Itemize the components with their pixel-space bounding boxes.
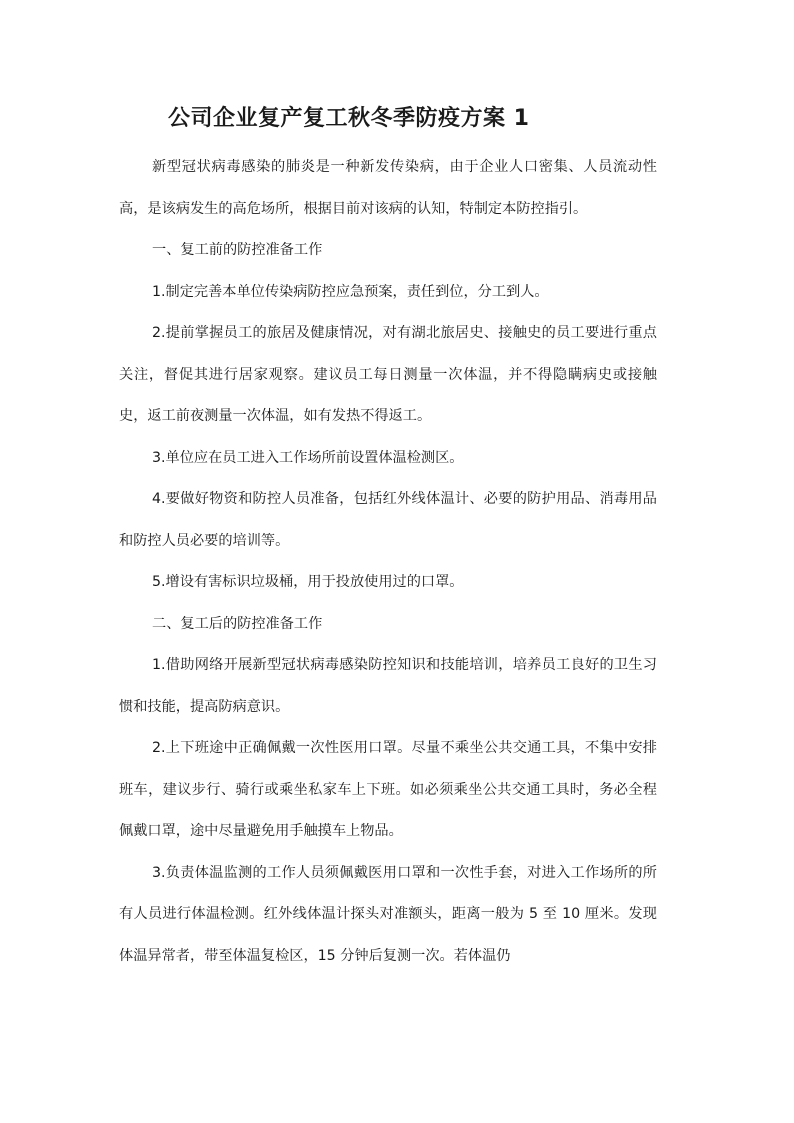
paragraph-item: 3.单位应在员工进入工作场所前设置体温检测区。 [152,449,464,466]
document-title: 公司企业复产复工秋冬季防疫方案 1 [168,106,530,131]
paragraph-item: 4.要做好物资和防控人员准备，包括红外线体温计、必要的防护用品、消毒用品和防控人员必要的培训等。 [119,491,657,549]
paragraph-item: 5.增设有害标识垃圾桶，用于投放使用过的口罩。 [152,574,464,590]
paragraph-item: 2.上下班途中正确佩戴一次性医用口罩。尽量不乘坐公共交通工具，不集中安排班车，建议步行、骑行或乘坐私家车上下班。如必须乘坐公共交通工具时，务必全程佩戴口罩，途中尽量避免用手触摸车上物品。 [119,740,657,839]
section-heading-before-resumption: 一、复工前的防控准备工作 [152,242,323,258]
document-body [119,147,657,977]
paragraph-intro: 新型冠状病毒感染的肺炎是一种新发传染病，由于企业人口密集、人员流动性高，是该病发生的高危场所，根据目前对该病的认知，特制定本防控指引。 [119,159,657,217]
paragraph-item: 3.负责体温监测的工作人员须佩戴医用口罩和一次性手套，对进入工作场所的所有人员进行体温检测。红外线体温计探头对准额头，距离一般为 5 至 10 厘米。发现体温异常者，带至体温复检区，15 分钟后复测一次。若体温仍 [119,864,657,964]
paragraph-item: 2.提前掌握员工的旅居及健康情况，对有湖北旅居史、接触史的员工要进行重点关注，督促其进行居家观察。建议员工每日测量一次体温，并不得隐瞒病史或接触史，返工前夜测量一次体温，如有发热不得返工。 [119,325,657,424]
section-heading-after-resumption: 二、复工后的防控准备工作 [152,615,323,632]
paragraph-item: 1.制定完善本单位传染病防控应急预案，责任到位，分工到人。 [152,283,549,300]
paragraph-item: 1.借助网络开展新型冠状病毒感染防控知识和技能培训，培养员工良好的卫生习惯和技能，提高防病意识。 [119,657,657,715]
